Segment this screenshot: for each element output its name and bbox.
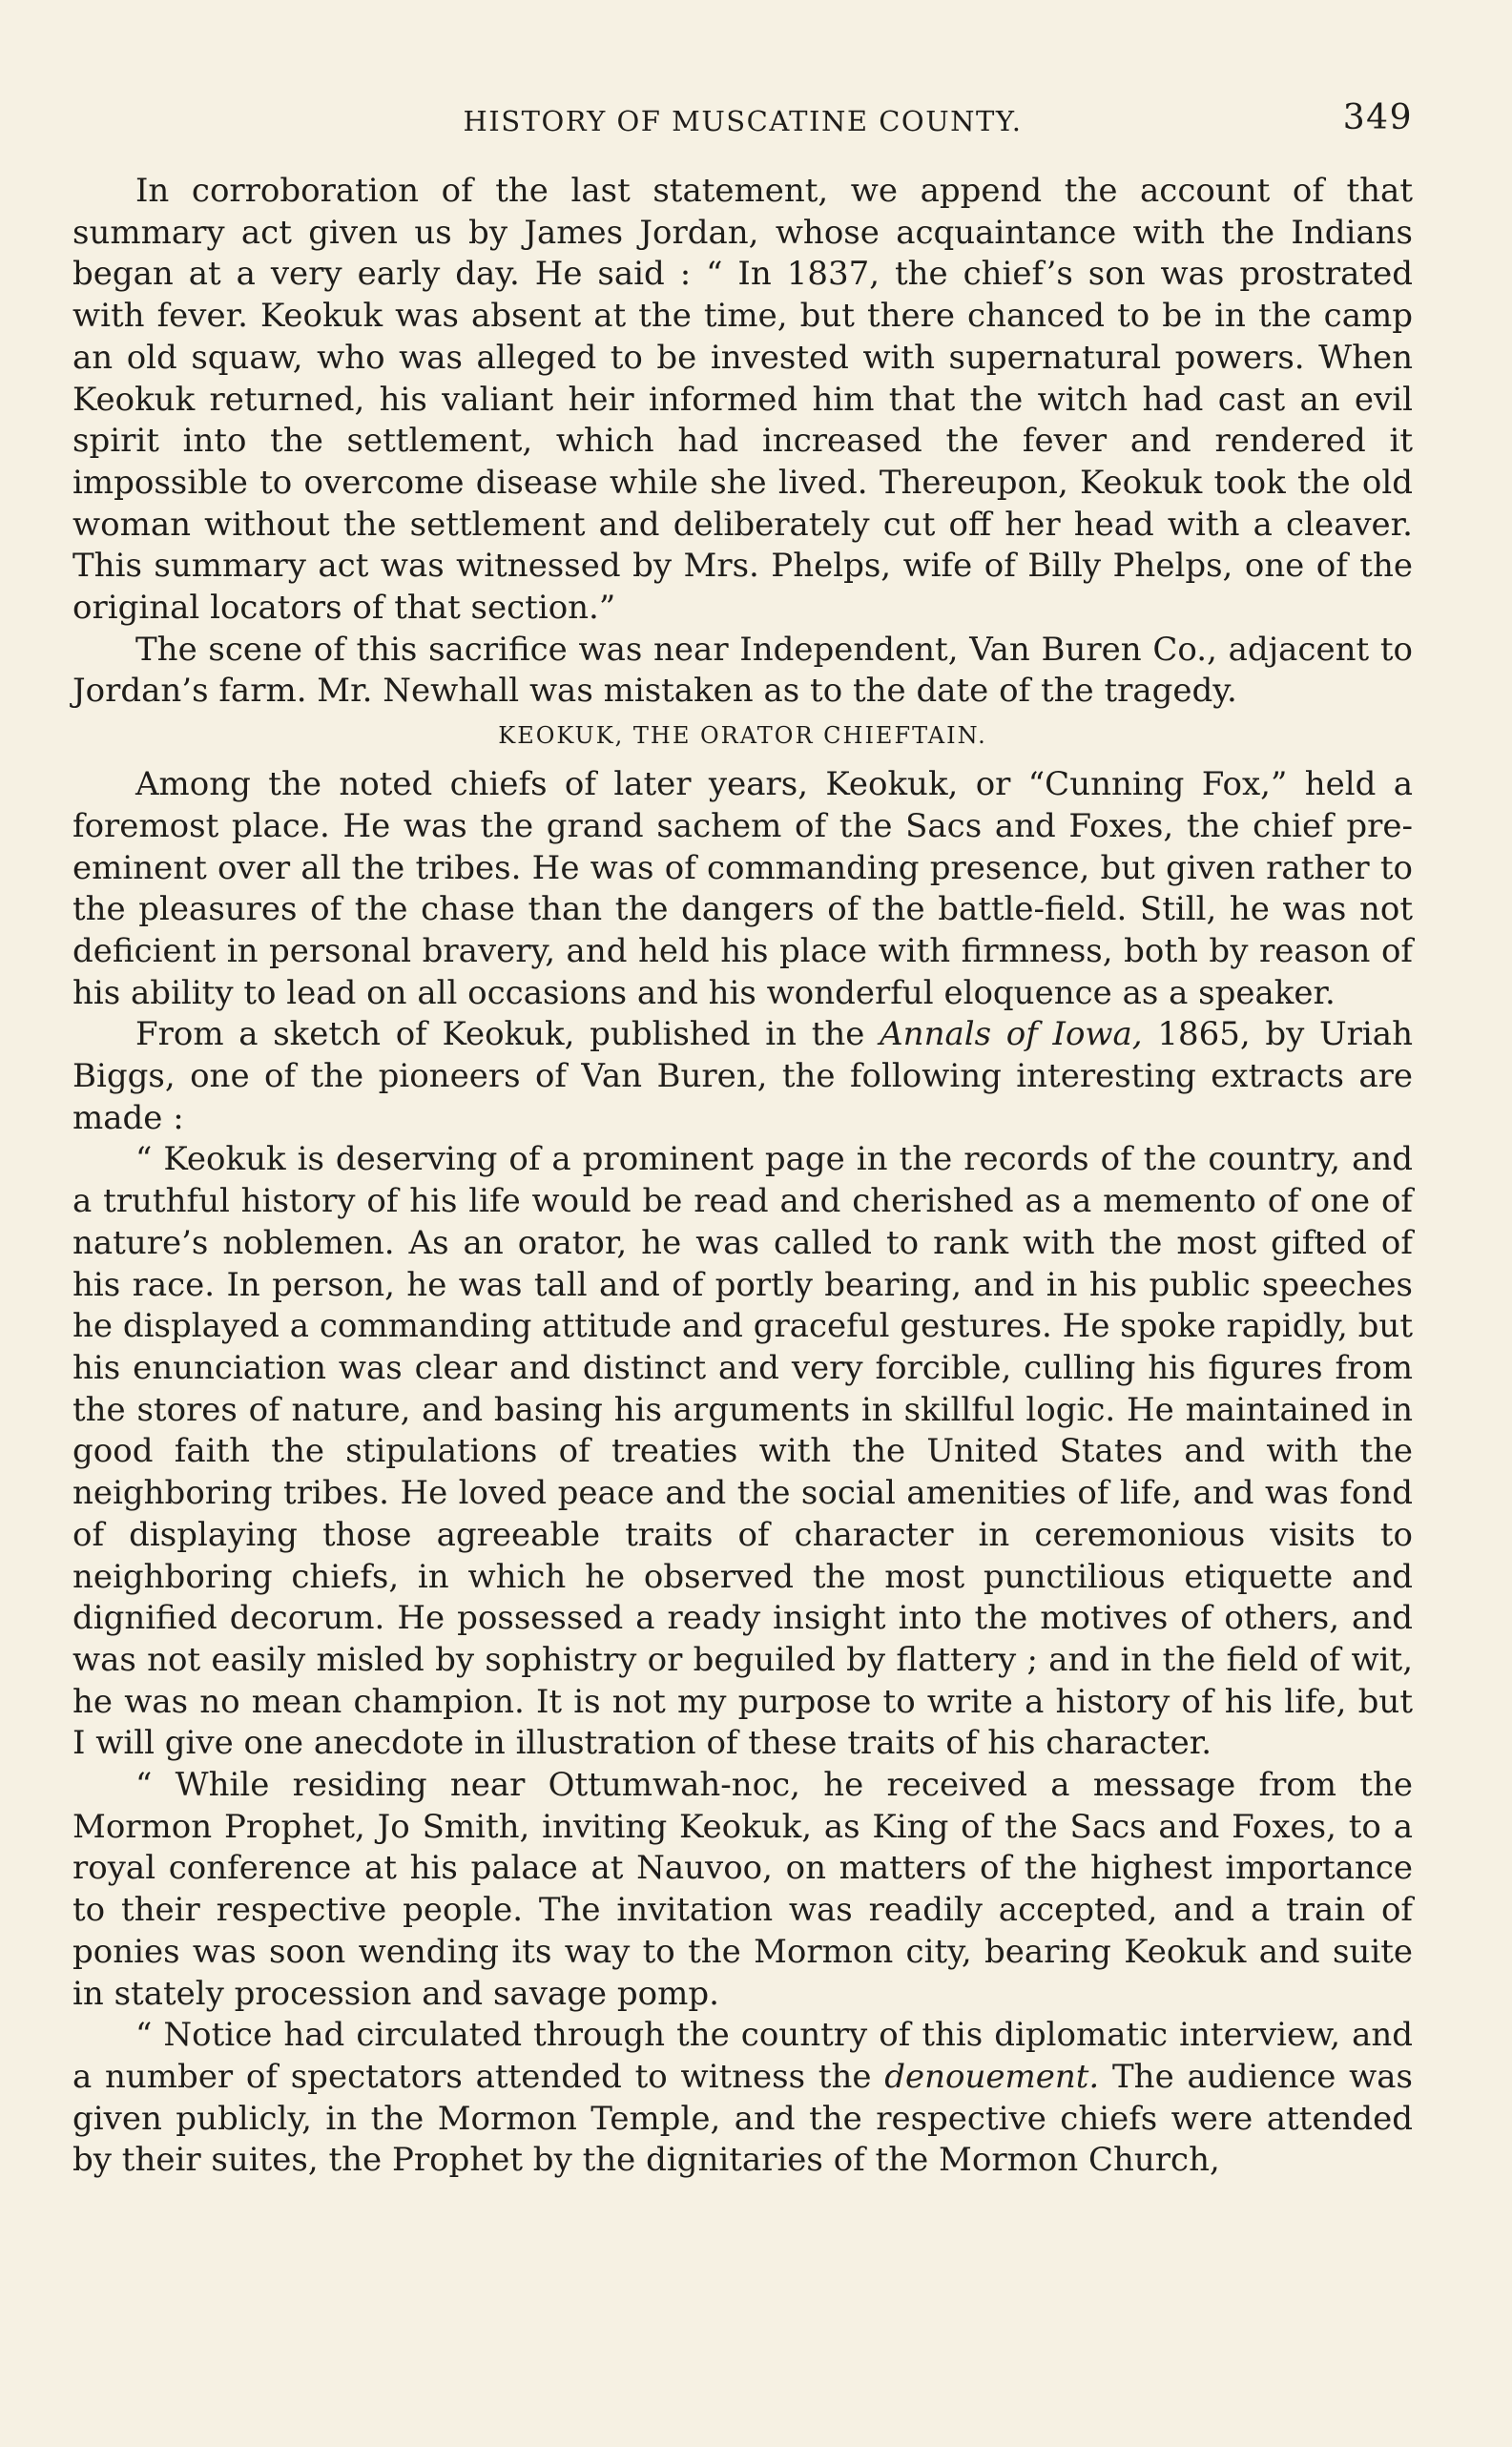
section-heading: KEOKUK, THE ORATOR CHIEFTAIN.: [498, 722, 987, 750]
paragraph-sacrifice-location: The scene of this sacrifice was near Independent, Van Buren Co., adjacent to Jordan’s farm. Mr. Newhall was mistaken as to the date of the tragedy.: [72, 630, 1413, 711]
running-header: [72, 91, 1413, 144]
page-body: [72, 171, 1413, 2182]
interview-text-after: The audience was given publicly, in the Mormon Temple, and the respective chiefs were attended by their suites, the Prophet by the dignitaries of the Mormon Church,: [72, 2057, 1413, 2180]
paragraph-keokuk-description: Among the noted chiefs of later years, Keokuk, or “Cunning Fox,” held a foremost place. He was the grand sachem of the Sacs and Foxes, the chief pre-eminent over all the tribes. He was of commanding presence, but given rather to the pleasures of the chase than the dangers of the battle-field. Still, he was not deficient in personal bravery, and held his place with firmness, both by reason of his ability to lead on all occasions and his wonderful eloquence as a speaker.: [72, 765, 1413, 1012]
denouement-word: denouement.: [884, 2057, 1100, 2096]
annals-text-before: From a sketch of Keokuk, published in the: [135, 1015, 865, 1054]
book-page: [72, 91, 1413, 2182]
interview-text-before: “ Notice had circulated through the country of this diplomatic interview, and a number of spectators attended to witness the: [72, 2016, 1413, 2096]
paragraph-mormon-message: “ While residing near Ottumwah-noc, he received a message from the Mormon Prophet, Jo Smith, inviting Keokuk, as King of the Sacs and Foxes, to a royal conference at his palace at Nauvoo, on matters of the highest importance to their respective people. The invitation was readily accepted, and a train of ponies was soon wending its way to the Mormon city, bearing Keokuk and suite in stately procession and savage pomp.: [72, 1766, 1413, 2013]
paragraph-keokuk-quote: “ Keokuk is deserving of a prominent page in the records of the country, and a truthful history of his life would be read and cherished as a memento of one of nature’s noblemen. As an orator, he was called to rank with the most gifted of his race. In person, he was tall and of portly bearing, and in his public speeches he displayed a commanding attitude and graceful gestures. He spoke rapidly, but his enunciation was clear and distinct and very forcible, culling his figures from the stores of nature, and basing his arguments in skillful logic. He maintained in good faith the stipulations of treaties with the United States and with the neighboring tribes. He loved peace and the social amenities of life, and was fond of displaying those agreeable traits of character in ceremonious visits to neighboring chiefs, in which he observed the most punctilious etiquette and dignified decorum. He possessed a ready insight into the motives of others, and was not easily misled by sophistry or beguiled by flattery ; and in the field of wit, he was no mean champion. It is not my purpose to write a history of his life, but I will give one anecdote in illustration of these traits of his character.: [72, 1140, 1413, 1763]
running-title: HISTORY OF MUSCATINE COUNTY.: [463, 105, 1023, 137]
paragraph-jordan-account: In corroboration of the last statement, we append the account of that summary act given us by James Jordan, whose acquaintance with the Indians began at a very early day. He said : “ In 1837, the chief’s son was prostrated with fever. Keokuk was absent at the time, but there chanced to be in the camp an old squaw, who was alleged to be invested with supernatural powers. When Keokuk returned, his valiant heir informed him that the witch had cast an evil spirit into the settlement, which had increased the fever and rendered it impossible to overcome disease while she lived. Thereupon, Keokuk took the old woman without the settlement and deliberately cut off her head with a cleaver. This summary act was witnessed by Mrs. Phelps, wife of Billy Phelps, one of the original locators of that section.”: [72, 172, 1413, 628]
paragraph-diplomatic-interview: [72, 2015, 1413, 2182]
annals-text-after: 1865, by Uriah Biggs, one of the pioneers of Van Buren, the following interesting extracts are made :: [72, 1015, 1413, 1137]
annals-title: Annals of Iowa,: [880, 1015, 1143, 1054]
page-number: 349: [1342, 98, 1413, 137]
paragraph-annals-source: [72, 1014, 1413, 1139]
